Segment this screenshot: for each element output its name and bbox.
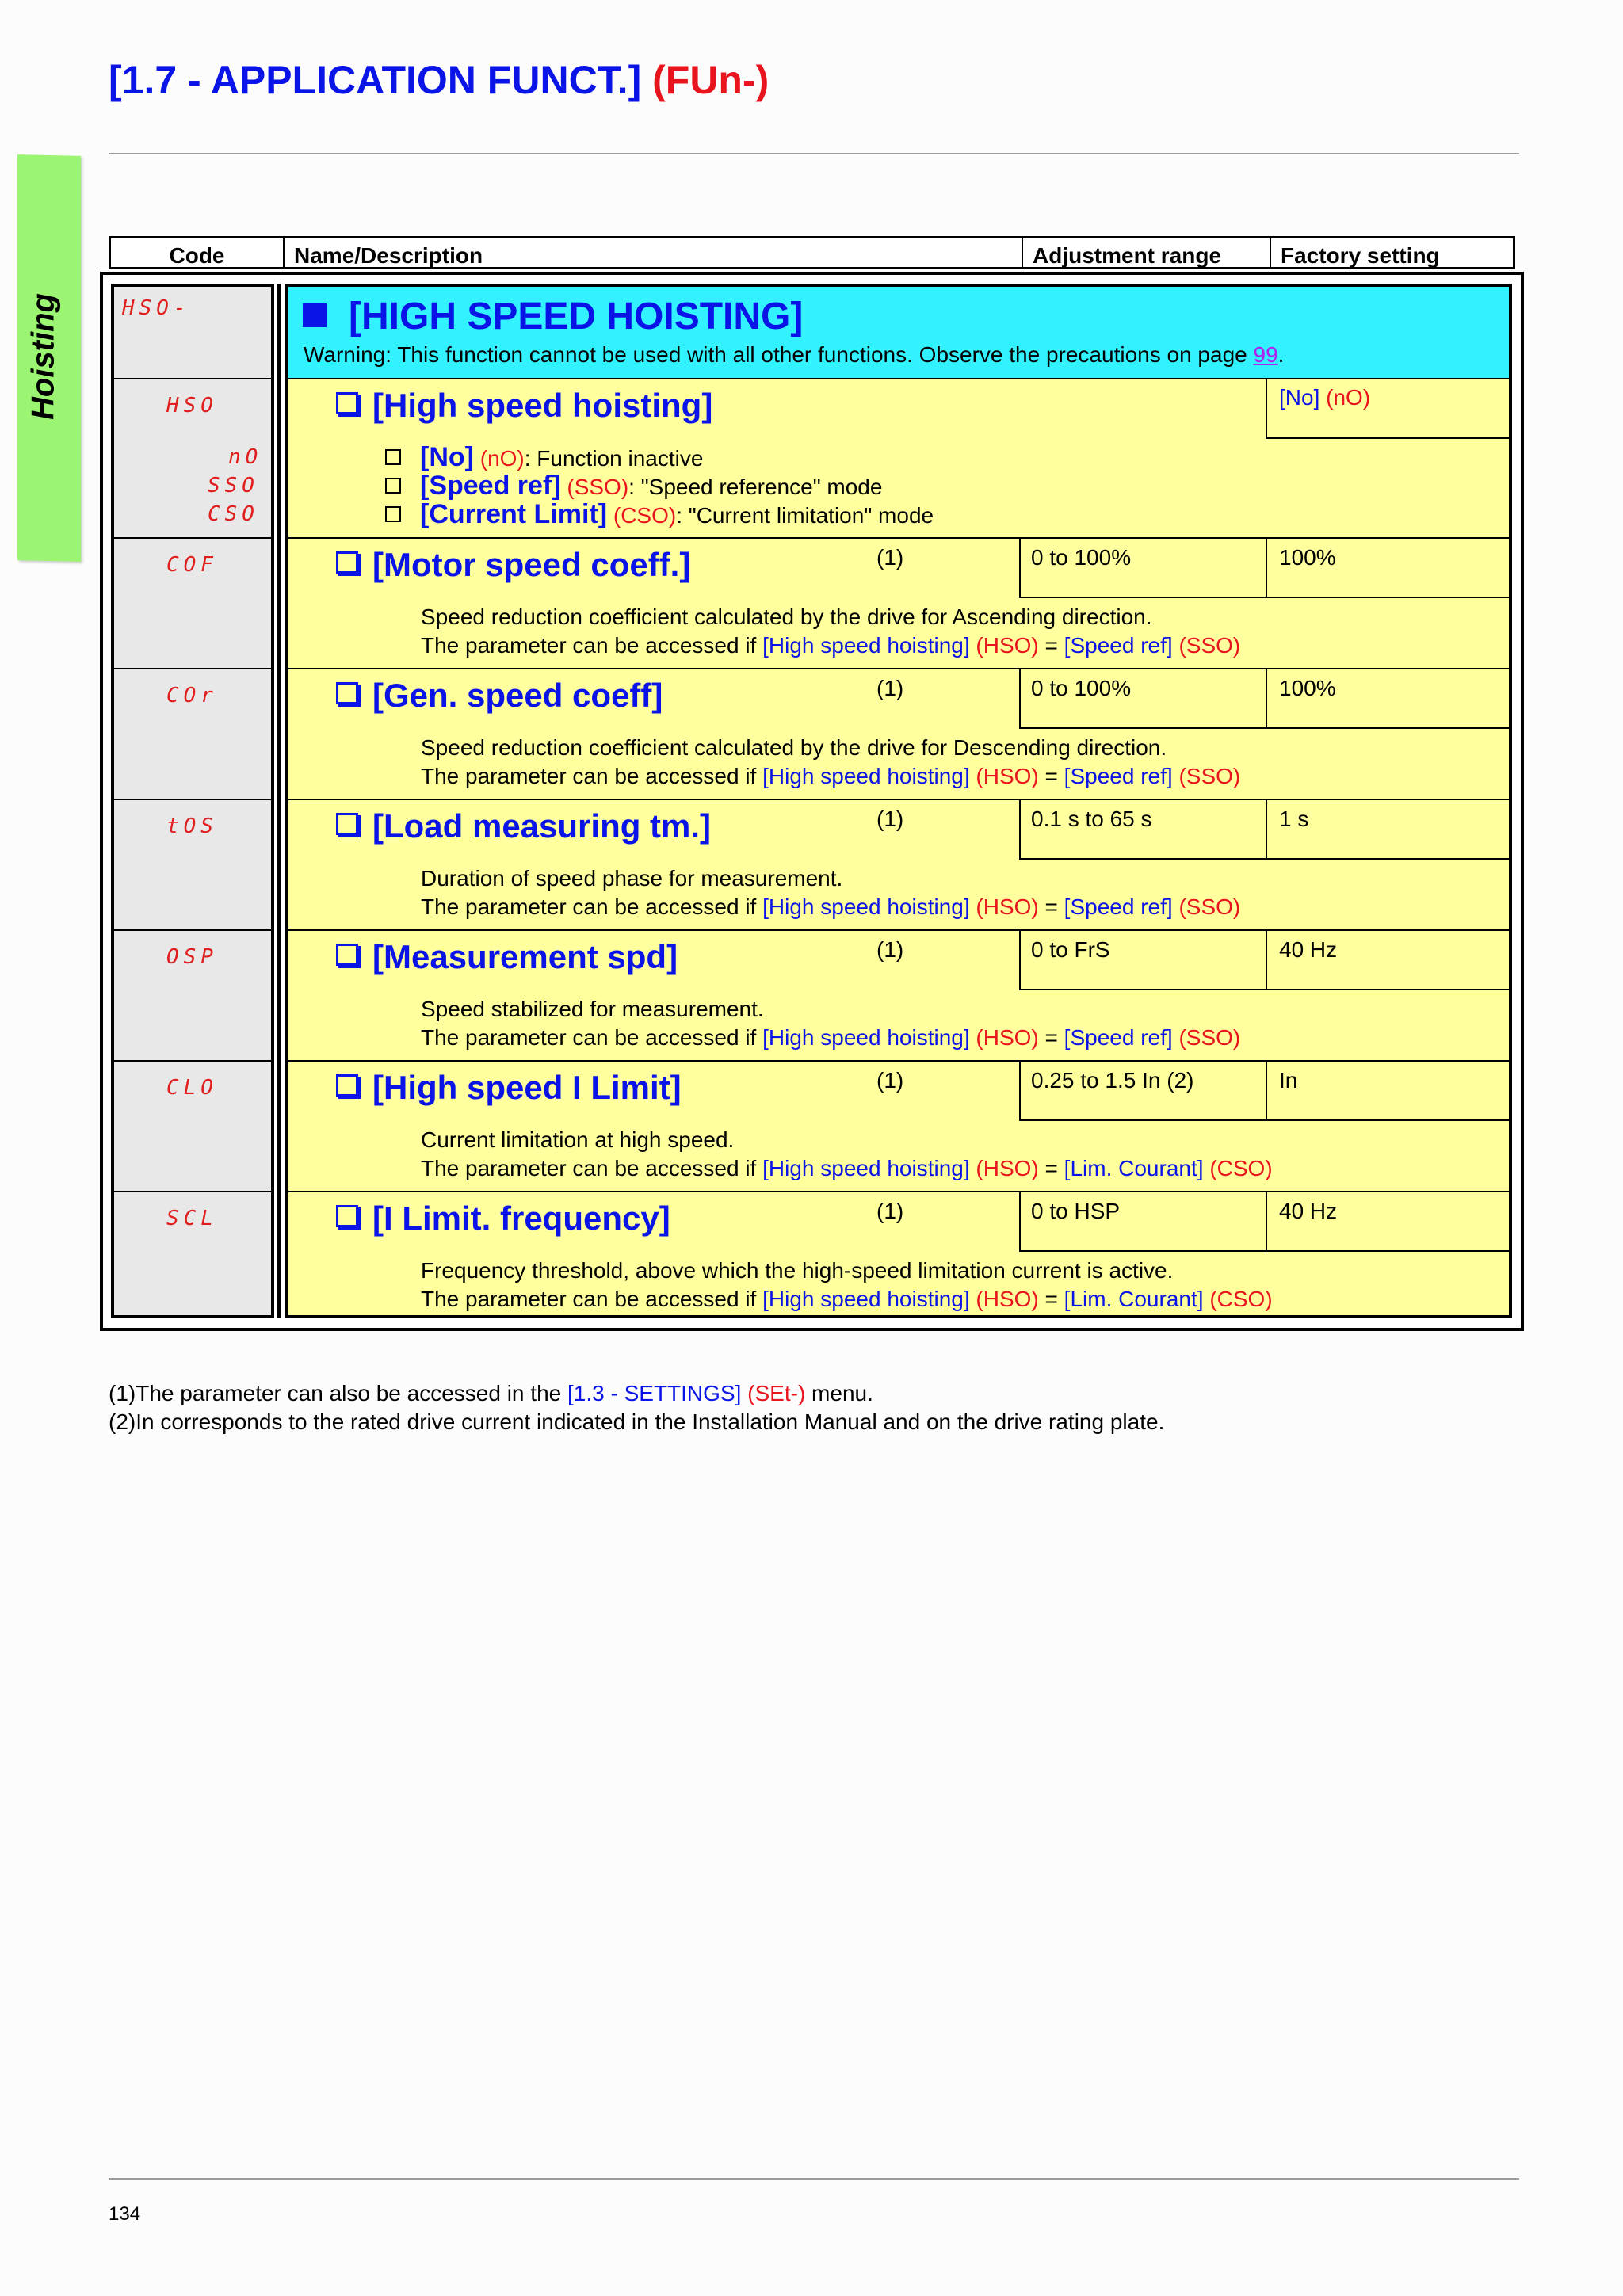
param-code: OSP — [166, 945, 218, 969]
section-warning: Warning: This function cannot be used with all other functions. Observe the precautions on page 99. — [304, 342, 1285, 367]
param-label: [Motor speed coeff.] — [336, 546, 690, 584]
code-column — [111, 284, 274, 1318]
row-divider — [114, 1191, 274, 1192]
param-range: 0.1 s to 65 s — [1031, 807, 1152, 831]
param-access: The parameter can be accessed if [High speed hoisting] (HSO) = [Lim. Courant] (CSO) — [421, 1287, 1273, 1311]
param-note: (1) — [876, 937, 904, 962]
param-factory: In — [1279, 1068, 1298, 1093]
param-label: [I Limit. frequency] — [336, 1199, 670, 1238]
param-note: (1) — [876, 1068, 904, 1093]
empty-square-icon — [385, 506, 401, 522]
param-code-hso: HSO — [166, 394, 218, 418]
header-name: Name/Description — [285, 238, 1023, 267]
header-range: Adjustment range — [1023, 238, 1271, 267]
cell-border — [1019, 1060, 1021, 1121]
option-code-sso: SSO — [208, 474, 259, 498]
empty-square-icon — [385, 478, 401, 494]
checkbox-icon — [336, 1205, 358, 1227]
filled-square-icon — [303, 303, 327, 327]
row-divider — [288, 799, 1509, 800]
footnote-2: (2)In corresponds to the rated drive current indicated in the Installation Manual and on the drive rating plate. — [109, 1409, 1165, 1434]
empty-square-icon — [385, 449, 401, 465]
param-note: (1) — [876, 676, 904, 700]
param-description: Speed reduction coefficient calculated by the drive for Ascending direction. — [421, 605, 1152, 629]
section-title-text: [HIGH SPEED HOISTING] — [349, 296, 804, 338]
cell-border — [1019, 1119, 1509, 1121]
param-note: (1) — [876, 807, 904, 831]
param-factory: 100% — [1279, 676, 1336, 700]
row-divider — [114, 929, 274, 931]
side-tab-label: Hoisting — [25, 293, 61, 420]
row-divider — [114, 537, 274, 539]
section-title — [303, 295, 803, 338]
option-current-limit: [Current Limit] (CSO): "Current limitation" mode — [385, 499, 934, 530]
row-divider — [114, 799, 274, 800]
row-divider — [114, 668, 274, 669]
checkbox-icon — [336, 1074, 358, 1097]
cell-border — [1019, 799, 1021, 860]
option-code-no: nO — [228, 445, 263, 469]
cell-border — [1266, 378, 1267, 439]
row-divider — [288, 668, 1509, 669]
checkbox-icon — [336, 682, 358, 704]
page-link[interactable]: 99 — [1253, 342, 1278, 367]
param-description: Speed stabilized for measurement. — [421, 997, 764, 1021]
param-range: 0 to HSP — [1031, 1199, 1121, 1223]
param-code: COF — [166, 553, 218, 577]
param-factory: 40 Hz — [1279, 1199, 1338, 1223]
row-divider — [288, 1060, 1509, 1062]
param-code: SCL — [166, 1207, 218, 1230]
param-label: [Gen. speed coeff] — [336, 677, 663, 715]
cell-border — [1019, 668, 1021, 729]
cell-border — [1019, 1250, 1509, 1252]
param-access: The parameter can be accessed if [High speed hoisting] (HSO) = [Speed ref] (SSO) — [421, 764, 1241, 788]
cell-border — [1266, 537, 1267, 598]
param-description: Speed reduction coefficient calculated by the drive for Descending direction. — [421, 735, 1167, 760]
row-divider — [288, 929, 1509, 931]
page-title-text: [1.7 - APPLICATION FUNCT.] — [109, 58, 642, 102]
param-description: Current limitation at high speed. — [421, 1127, 735, 1152]
param-label: [High speed I Limit] — [336, 1069, 682, 1107]
section-code: HSO- — [122, 296, 191, 320]
param-access: The parameter can be accessed if [High speed hoisting] (HSO) = [Speed ref] (SSO) — [421, 894, 1241, 919]
param-range: 0.25 to 1.5 In (2) — [1031, 1068, 1194, 1093]
header-factory: Factory setting — [1281, 243, 1440, 268]
param-note: (1) — [876, 1199, 904, 1223]
header-code: Code — [111, 238, 285, 267]
param-code: tOS — [166, 814, 218, 838]
table-header — [109, 236, 1515, 269]
param-range: 0 to 100% — [1031, 676, 1132, 700]
row-divider — [288, 1191, 1509, 1192]
param-label: [Load measuring tm.] — [336, 807, 711, 845]
cell-border — [1266, 799, 1267, 860]
option-speed-ref: [Speed ref] (SSO): "Speed reference" mode — [385, 471, 882, 502]
column-separator — [277, 284, 288, 1318]
page-number: 134 — [109, 2203, 141, 2225]
row-divider — [114, 378, 274, 379]
param-range: 0 to FrS — [1031, 937, 1110, 962]
cell-border — [1266, 437, 1509, 439]
page-title — [109, 57, 769, 103]
param-description: Duration of speed phase for measurement. — [421, 866, 843, 891]
param-description: Frequency threshold, above which the high-speed limitation current is active. — [421, 1258, 1174, 1283]
checkbox-icon — [336, 813, 358, 835]
bottom-rule — [109, 2178, 1519, 2180]
param-code: CLO — [166, 1076, 218, 1100]
cell-border — [1019, 597, 1509, 598]
param-access: The parameter can be accessed if [High speed hoisting] (HSO) = [Speed ref] (SSO) — [421, 633, 1241, 658]
cell-border — [1266, 1191, 1267, 1252]
param-range: 0 to 100% — [1031, 545, 1132, 570]
cell-border — [1019, 727, 1509, 729]
cell-border — [1019, 858, 1509, 860]
cell-border — [1019, 537, 1021, 598]
param-factory: 40 Hz — [1279, 937, 1338, 962]
cell-border — [1266, 668, 1267, 729]
param-hso: [High speed hoisting] — [336, 387, 712, 425]
param-label: [Measurement spd] — [336, 938, 678, 976]
option-no: [No] (nO): Function inactive — [385, 442, 703, 473]
param-factory: 1 s — [1279, 807, 1309, 831]
option-code-cso: CSO — [208, 502, 259, 526]
param-access: The parameter can be accessed if [High speed hoisting] (HSO) = [Lim. Courant] (CSO) — [421, 1156, 1273, 1180]
cell-border — [1266, 929, 1267, 990]
cell-border — [1019, 989, 1509, 990]
row-divider — [114, 1060, 274, 1062]
param-note: (1) — [876, 545, 904, 570]
hso-factory: [No] (nO) — [1279, 385, 1371, 410]
top-rule — [109, 153, 1519, 154]
cell-border — [1019, 1191, 1021, 1252]
footnote-1: (1)The parameter can also be accessed in the [1.3 - SETTINGS] (SEt-) menu. — [109, 1381, 873, 1405]
param-access: The parameter can be accessed if [High speed hoisting] (HSO) = [Speed ref] (SSO) — [421, 1025, 1241, 1050]
row-divider — [288, 537, 1509, 539]
param-factory: 100% — [1279, 545, 1336, 570]
cell-border — [1019, 929, 1021, 990]
checkbox-icon — [336, 551, 358, 574]
checkbox-icon — [336, 944, 358, 966]
page-title-code: (FUn-) — [652, 58, 769, 102]
param-code: COr — [166, 684, 218, 707]
cell-border — [1266, 1060, 1267, 1121]
checkbox-icon — [336, 392, 358, 414]
